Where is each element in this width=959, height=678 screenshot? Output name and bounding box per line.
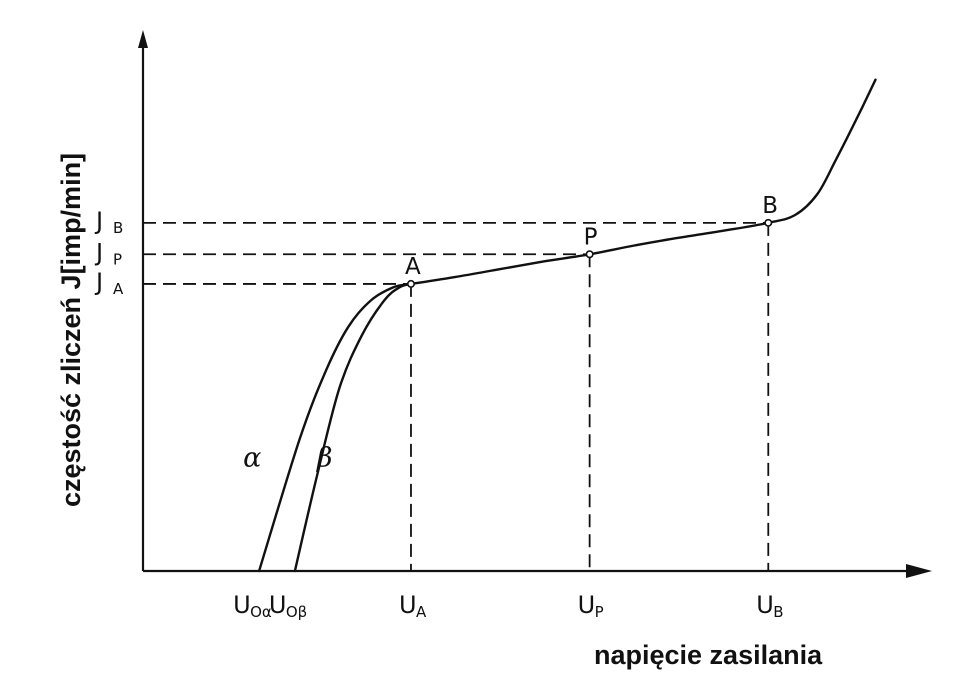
point-label-b: B (762, 192, 779, 219)
curves (259, 80, 875, 571)
x-tick-ua (399, 591, 427, 621)
series-label-alpha: α (243, 442, 262, 474)
x-tick-up-sub: P (594, 603, 604, 621)
y-axis-title: częstość zliczeń J[imp/min] (56, 152, 86, 508)
x-tick-ua-main: U (398, 591, 417, 619)
x-tick-up-main: U (577, 591, 596, 619)
series-label-beta: β (316, 442, 333, 474)
x-tick-ua-sub: A (415, 603, 427, 621)
y-tick-jb (94, 207, 123, 237)
y-axis-arrow (138, 30, 148, 48)
x-tick-ub-sub: B (773, 603, 784, 621)
x-tick-u0a-main: U (233, 591, 251, 619)
x-tick-u0a (233, 591, 272, 621)
x-tick-up (578, 591, 604, 621)
y-tick-jp-main: J (96, 238, 104, 267)
x-axis-title: napięcie zasilania (594, 640, 823, 670)
point-marker-p (586, 251, 592, 257)
point-marker-a (408, 281, 414, 287)
x-tick-u0b-sub: Oβ (285, 603, 308, 621)
labels (56, 153, 823, 670)
x-tick-u0a-sub: Oα (250, 603, 272, 621)
y-tick-ja (94, 268, 124, 298)
x-tick-ub-main: U (756, 591, 774, 619)
y-tick-jp (94, 238, 122, 268)
y-tick-ja-main: J (96, 267, 104, 296)
series-line-1 (259, 284, 411, 571)
point-label-a: A (404, 253, 421, 280)
y-tick-jp-sub: P (113, 250, 123, 269)
x-tick-u0b-main: U (268, 591, 287, 619)
y-tick-jb-main: J (96, 206, 104, 235)
series-line-3 (411, 80, 876, 284)
y-tick-jb-sub: B (113, 218, 124, 237)
point-marker-b (765, 220, 771, 226)
y-tick-ja-sub: A (113, 279, 124, 298)
axes (138, 30, 932, 578)
x-tick-ub (756, 591, 783, 621)
point-label-p: P (583, 224, 598, 251)
x-tick-u0b (269, 591, 307, 621)
series-line-2 (295, 284, 411, 571)
dashed-guides (143, 223, 768, 571)
x-axis-arrow (906, 564, 932, 578)
